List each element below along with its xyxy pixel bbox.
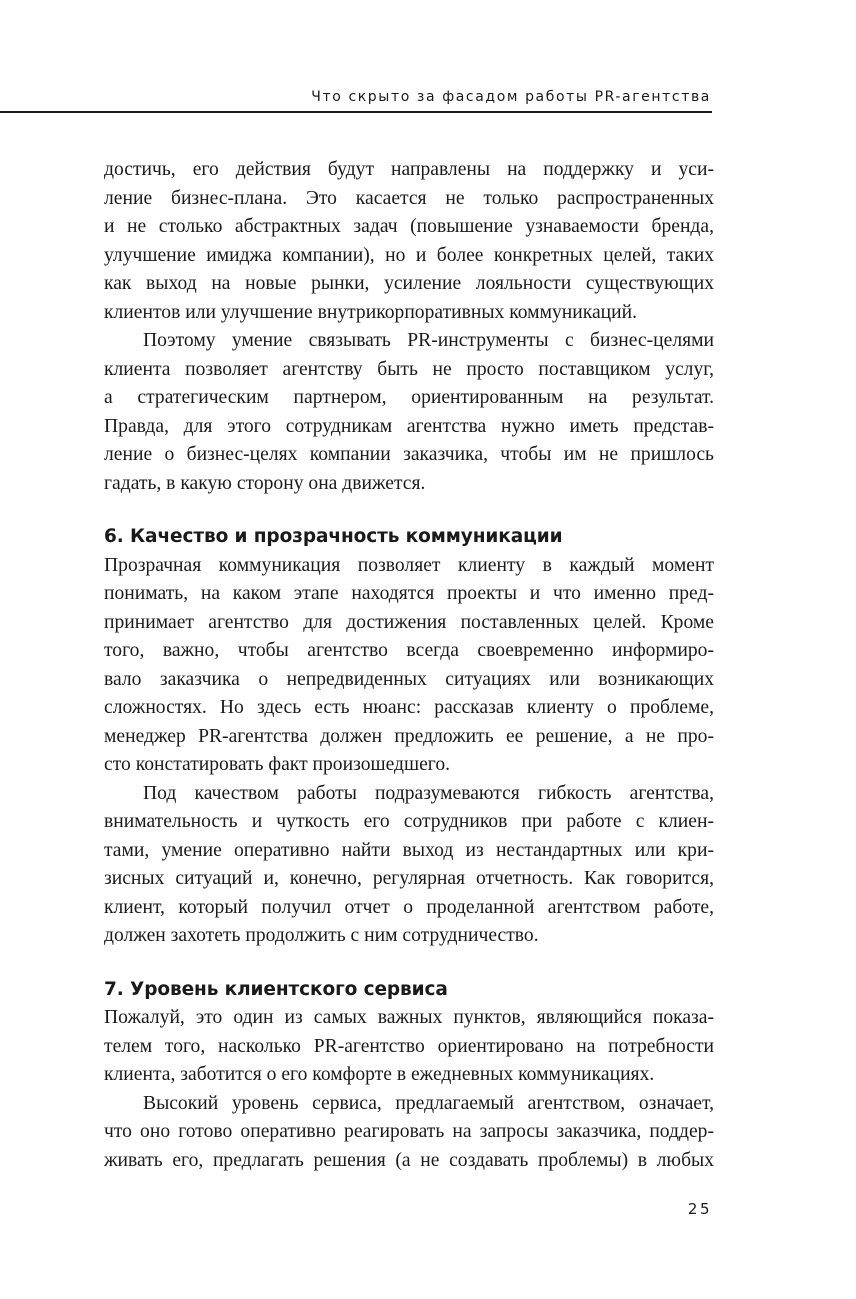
text-line: тами, умение оперативно найти выход из нестандартных или кри- — [104, 839, 714, 861]
text-line: улучшение имиджа компании), но и более конкретных целей, таких — [104, 244, 714, 266]
section-heading-6: 6. Качество и прозрачность коммуникации — [104, 526, 563, 547]
text-line: гадать, в какую сторону она движется. — [104, 472, 426, 494]
text-line: внимательность и чуткость его сотрудников при работе с клиен- — [104, 811, 714, 832]
page-number: 25 — [687, 1200, 712, 1218]
running-head-title: Что скрыто за фасадом работы PR-агентства — [311, 89, 711, 105]
text-line: понимать, на каком этапе находятся проекты и что именно пред- — [104, 583, 714, 604]
text-line: ление бизнес-плана. Это касается не только распространенных — [104, 187, 714, 209]
text-line: того, важно, чтобы агентство всегда своевременно информиро- — [104, 640, 714, 661]
text-line: достичь, его действия будут направлены на поддержку и уси- — [104, 159, 714, 180]
text-line: клиентов или улучшение внутрикорпоративных коммуникаций. — [104, 301, 638, 323]
text-line: Под качеством работы подразумеваются гибкость агентства, — [143, 782, 714, 804]
text-line: вало заказчика о непредвиденных ситуациях или возникающих — [104, 668, 714, 690]
paragraph-4 — [104, 780, 714, 951]
text-line: а стратегическим партнером, ориентированным на результат. — [104, 387, 714, 408]
text-line: Высокий уровень сервиса, предлагаемый агентством, означает, — [143, 1092, 714, 1114]
text-line: ление о бизнес-целях компании заказчика, чтобы им не пришлось — [104, 444, 714, 465]
text-line: сто констатировать факт произошедшего. — [104, 754, 451, 775]
text-line: зисных ситуаций и, конечно, регулярная отчетность. Как говорится, — [104, 868, 714, 889]
text-line: телем того, насколько PR-агентство ориентировано на потребности — [104, 1035, 714, 1057]
text-line: сложностях. Но здесь есть нюанс: рассказав клиенту о проблеме, — [104, 697, 714, 718]
paragraph-6 — [104, 1090, 714, 1176]
text-line: клиента, заботится о его комфорте в ежедневных коммуникациях. — [104, 1064, 655, 1085]
text-line: и не столько абстрактных задач (повышение узнаваемости бренда, — [104, 216, 714, 237]
header-rule — [0, 111, 712, 113]
text-line: как выход на новые рынки, усиление лояльности существующих — [104, 273, 714, 294]
text-line: должен захотеть продолжить с ним сотрудничество. — [104, 925, 539, 946]
text-line: Прозрачная коммуникация позволяет клиенту в каждый момент — [104, 554, 714, 576]
text-line: принимает агентство для достижения поставленных целей. Кроме — [104, 611, 714, 633]
text-line: Пожалуй, это один из самых важных пунктов, являющийся показа- — [104, 1007, 714, 1028]
paragraph-3 — [104, 552, 714, 780]
section-heading-7: 7. Уровень клиентского сервиса — [104, 978, 448, 1000]
text-line: Правда, для этого сотрудникам агентства нужно иметь представ- — [104, 415, 714, 437]
text-line: менеджер PR-агентства должен предложить ее решение, а не про- — [104, 725, 714, 747]
text-line: что оно готово оперативно реагировать на запросы заказчика, поддер- — [104, 1121, 714, 1142]
text-line: клиент, который получил отчет о проделанной агентством работе, — [104, 896, 714, 918]
paragraph-2 — [104, 327, 714, 498]
text-line: клиента позволяет агентству быть не просто поставщиком услуг, — [104, 358, 714, 380]
paragraph-5 — [104, 1004, 714, 1090]
text-line: живать его, предлагать решения (а не создавать проблемы) в любых — [104, 1149, 714, 1171]
paragraph-1 — [104, 156, 714, 327]
page-body — [104, 156, 714, 1175]
text-line: Поэтому умение связывать PR-инструменты с бизнес-целями — [143, 330, 714, 351]
